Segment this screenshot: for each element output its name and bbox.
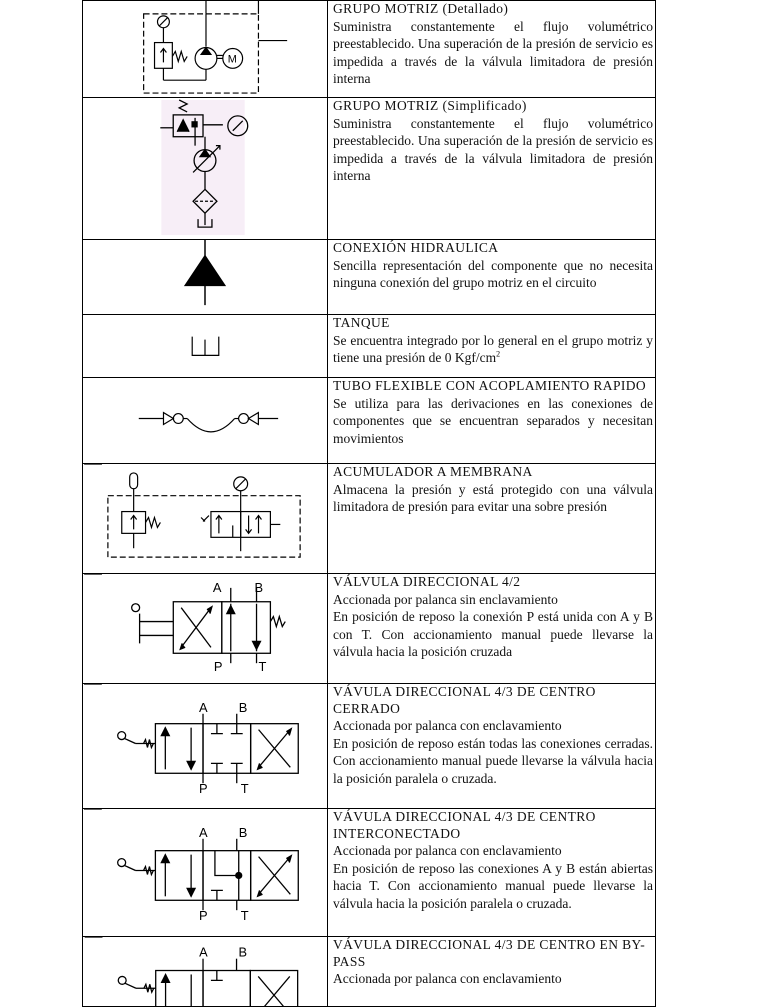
description-cell (328, 574, 656, 684)
row-title: TANQUE (333, 315, 390, 330)
row-title: VÁVULA DIRECCIONAL 4/3 DE CENTRO EN BY-PASS (333, 937, 646, 969)
port-t-label: T (258, 659, 267, 675)
table-row (83, 809, 656, 937)
port-a-label: A (199, 944, 208, 960)
description-cell (328, 315, 656, 378)
symbol-cell (83, 809, 328, 937)
table-row (83, 315, 656, 378)
port-p-label: P (213, 659, 223, 675)
row-description: Suministra constantemente el flujo volumétrico preestablecido. Una superación de la presión de servicio es impedida a través de la válvula limitadora de presión interna (333, 115, 653, 183)
membrane-accumulator-icon (83, 464, 327, 573)
hydraulic-connection-icon (83, 240, 327, 314)
symbols-table (82, 0, 656, 1007)
pump-unit-simplified-icon (83, 98, 327, 239)
description-cell (328, 684, 656, 809)
row-title: GRUPO MOTRIZ (Detallado) (333, 1, 509, 16)
port-b-label: B (238, 824, 248, 840)
row-description: En posición de reposo la conexión P está unida con A y B con T. Con accionamiento manual puede llevarse la válvula hacia la posición cruzada (333, 609, 653, 659)
svg-text:M: M (227, 53, 237, 66)
row-description: Se encuentra integrado por lo general en el grupo motriz y tiene una presión de 0 Kgf/$cm^2$ (333, 332, 653, 365)
row-description: Accionada por palanca sin enclavamiento (333, 591, 558, 607)
port-a-label: A (212, 579, 222, 595)
table-row (83, 378, 656, 464)
description-cell (328, 809, 656, 937)
symbol-cell (83, 378, 328, 464)
table-row (83, 574, 656, 684)
port-a-label: A (199, 824, 208, 840)
table-row (83, 98, 656, 240)
port-b-label: B (238, 699, 248, 715)
symbol-cell (83, 98, 328, 240)
symbol-cell (83, 1, 328, 98)
row-title: TUBO FLEXIBLE CON ACOPLAMIENTO RAPIDO (333, 378, 647, 393)
row-description: En posición de reposo están todas las conexiones cerradas. Con accionamiento manual puede llevarse la válvula hacia la posición paralela o cruzada. (333, 735, 653, 786)
port-t-label: T (240, 781, 249, 797)
row-description: Accionada por palanca con enclavamiento (333, 718, 562, 733)
tank-icon (83, 315, 327, 377)
symbol-cell (83, 574, 328, 684)
row-description: Se utiliza para las derivaciones en las conexiones de componentes que se encuentran separados y necesitan movimientos (333, 395, 653, 446)
table-row (83, 464, 656, 574)
row-title: VÁLVULA DIRECCIONAL 4/2 (333, 574, 521, 589)
row-title: VÁVULA DIRECCIONAL 4/3 DE CENTRO CERRADO (333, 684, 596, 716)
valve-4-3-closed-center-icon (83, 684, 327, 808)
port-t-label: T (240, 908, 249, 924)
symbol-cell (83, 240, 328, 315)
description-cell (328, 464, 656, 574)
port-b-label: B (254, 579, 264, 595)
description-cell (328, 1, 656, 98)
flexible-hose-icon (83, 378, 327, 463)
row-description: Sencilla representación del componente que no necesita ninguna conexión del grupo motriz en el circuito (333, 257, 653, 290)
row-title: VÁVULA DIRECCIONAL 4/3 DE CENTRO INTERCONECTADO (333, 809, 596, 841)
port-p-label: P (199, 908, 208, 924)
description-cell (328, 240, 656, 315)
symbol-cell (83, 315, 328, 378)
port-b-label: B (238, 944, 248, 960)
table-row (83, 240, 656, 315)
symbol-cell (83, 684, 328, 809)
row-title: ACUMULADOR A MEMBRANA (333, 464, 533, 479)
row-description: En posición de reposo las conexiones A y B están abiertas hacia T. Con accionamiento manual puede llevarse la válvula hacia la posición paralela o cruzada. (333, 860, 653, 911)
table-row (83, 1, 656, 98)
row-description: Accionada por palanca con enclavamiento (333, 971, 562, 986)
valve-4-3-bypass-center-icon (83, 937, 327, 1006)
table-row (83, 684, 656, 809)
symbol-cell (83, 937, 328, 1007)
port-a-label: A (199, 699, 208, 715)
valve-4-3-interconnected-center-icon (83, 809, 327, 936)
table-row (83, 937, 656, 1007)
row-description: Almacena la presión y está protegido con una válvula limitadora de presión para evitar una sobre presión (333, 481, 653, 514)
symbol-cell (83, 464, 328, 574)
row-title: CONEXIÓN HIDRAULICA (333, 240, 499, 255)
row-description: Suministra constantemente el flujo volumétrico preestablecido. Una superación de la presión de servicio es impedida a través de la válvula limitadora de presión interna (333, 18, 653, 86)
pump-unit-detailed-icon (83, 1, 327, 97)
description-cell (328, 937, 656, 1007)
port-p-label: P (199, 781, 208, 797)
row-description: Accionada por palanca con enclavamiento (333, 843, 562, 858)
valve-4-2-icon (83, 574, 327, 683)
description-cell (328, 98, 656, 240)
description-cell (328, 378, 656, 464)
row-title: GRUPO MOTRIZ (Simplificado) (333, 98, 527, 113)
